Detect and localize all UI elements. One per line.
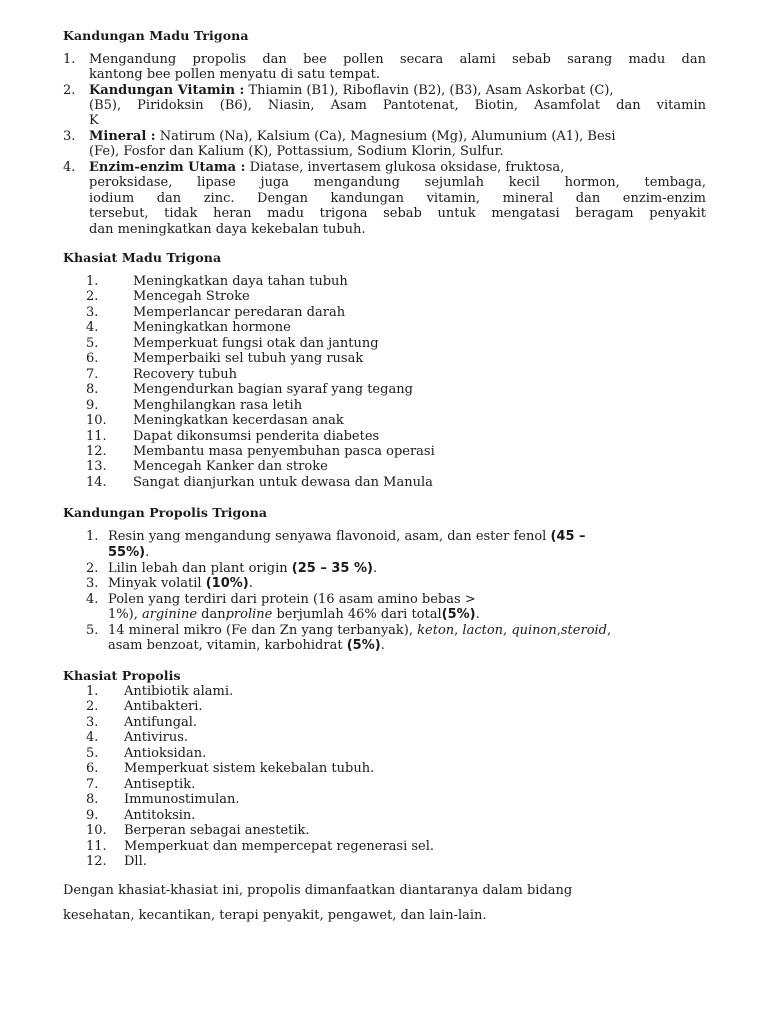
list-item: Memperkuat dan mempercepat regenerasi sel.	[124, 838, 435, 854]
list-number: 2.	[86, 289, 99, 305]
italic-term: arginine	[141, 607, 198, 622]
list-item-text-part: Natirum (Na), Kalsium (Ca), Magnesium (Mg), Alumunium (A1), Besi	[155, 129, 616, 144]
list-item: Memperkuat fungsi otak dan jantung	[133, 335, 379, 351]
italic-term: proline	[225, 607, 273, 622]
section-heading-khasiat-propolis: Khasiat Propolis	[63, 668, 181, 683]
list-item: Recovery tubuh	[133, 366, 237, 382]
text-part: Minyak volatil	[108, 576, 206, 591]
list-item: Berperan sebagai anestetik.	[124, 823, 310, 839]
list-number: 5.	[86, 335, 99, 351]
list-item: Immunostimulan.	[124, 792, 240, 808]
text-part: Lilin lebah dan plant origin	[108, 561, 292, 576]
list-item: Sangat dianjurkan untuk dewasa dan Manula	[133, 474, 433, 490]
list-number: 2.	[86, 699, 99, 715]
list-number: 11.	[86, 428, 107, 444]
list-item-text	[108, 561, 377, 576]
list-item: Antibiotik alami.	[124, 684, 234, 699]
list-item: Mengendurkan bagian syaraf yang tegang	[133, 382, 413, 398]
list-item-text	[89, 129, 615, 144]
list-number: 4.	[86, 320, 99, 336]
closing-paragraph-line: Dengan khasiat-khasiat ini, propolis dimanfaatkan diantaranya dalam bidang	[63, 883, 573, 898]
list-number: 3.	[86, 576, 99, 591]
list-number: 10.	[86, 413, 107, 429]
text-part: ,	[503, 623, 512, 638]
list-item-text	[108, 623, 611, 638]
list-item-text-part: Diatase, invertasem glukosa oksidase, fruktosa,	[245, 160, 565, 175]
percent-value: (45 –	[550, 529, 586, 544]
text-part: 1%),	[108, 607, 142, 622]
text-part: ,	[607, 623, 612, 638]
list-number: 8.	[86, 382, 99, 398]
list-number: 3.	[63, 129, 76, 144]
list-number: 7.	[86, 366, 99, 382]
italic-term: steroid	[560, 623, 607, 638]
label-kandungan-vitamin: Kandungan Vitamin :	[89, 83, 245, 98]
list-item: Antibakteri.	[124, 699, 203, 715]
list-number: 4.	[86, 730, 99, 746]
list-item: Meningkatkan kecerdasan anak	[133, 413, 344, 429]
percent-value: (5%)	[441, 607, 476, 622]
label-enzim: Enzim-enzim Utama :	[89, 160, 246, 175]
text-part: .	[145, 545, 150, 560]
list-number: 4.	[86, 592, 99, 607]
list-item-text	[108, 638, 385, 653]
list-number: 5.	[86, 745, 99, 761]
list-item-text	[89, 83, 614, 98]
list-item-text-part: Thiamin (B1), Riboflavin (B2), (B3), Asam Askorbat (C),	[244, 83, 614, 98]
list-number: 12.	[86, 443, 107, 459]
list-item-text: iodium dan zinc. Dengan kandungan vitamin, mineral dan enzim-enzim	[89, 191, 706, 206]
percent-value: (10%)	[205, 576, 249, 591]
list-number: 10.	[86, 823, 107, 839]
italic-term: quinon	[511, 623, 557, 638]
list-item-text: Mengandung propolis dan bee pollen secara alami sebab sarang madu dan	[89, 52, 706, 67]
section-heading-kandungan-propolis: Kandungan Propolis Trigona	[63, 505, 268, 520]
text-part: Resin yang mengandung senyawa flavonoid, asam, dan ester fenol	[108, 529, 551, 544]
italic-term: lacton	[462, 623, 504, 638]
list-item: Antivirus.	[124, 730, 189, 746]
list-item: Meningkatkan hormone	[133, 320, 291, 336]
list-item-text	[89, 160, 564, 175]
list-item-text	[108, 576, 253, 591]
text-part: .	[372, 561, 378, 576]
list-item: Meningkatkan daya tahan tubuh	[133, 274, 348, 289]
section-heading-kandungan-madu: Kandungan Madu Trigona	[63, 28, 249, 43]
text-part: ,	[556, 623, 561, 638]
list-item-text: Polen yang terdiri dari protein (16 asam amino bebas >	[108, 592, 476, 607]
list-number: 9.	[86, 807, 99, 823]
list-number: 1.	[86, 274, 99, 289]
list-item-text	[108, 545, 149, 560]
list-number: 6.	[86, 761, 99, 777]
list-item: Dapat dikonsumsi penderita diabetes	[133, 428, 380, 444]
list-number: 2.	[63, 83, 76, 98]
text-part: berjumlah 46% dari total	[272, 607, 442, 622]
section-heading-khasiat-madu: Khasiat Madu Trigona	[63, 250, 222, 265]
list-item-text: peroksidase, lipase juga mengandung sejumlah kecil hormon, tembaga,	[89, 175, 706, 190]
list-number: 14.	[86, 474, 107, 490]
list-item: Antitoksin.	[124, 807, 196, 823]
list-item-text	[108, 607, 480, 622]
list-number: 4.	[63, 160, 76, 175]
closing-paragraph-line: kesehatan, kecantikan, terapi penyakit, pengawet, dan lain-lain.	[63, 908, 487, 923]
percent-value: (25 – 35 %)	[291, 561, 373, 576]
list-item: Mencegah Stroke	[133, 289, 250, 305]
list-item: Dll.	[124, 853, 147, 869]
list-item: Antioksidan.	[124, 745, 207, 761]
list-number: 1.	[86, 529, 99, 544]
percent-value: 55%)	[108, 545, 146, 560]
list-number: 11.	[86, 838, 107, 854]
list-item-text: dan meningkatkan daya kekebalan tubuh.	[89, 222, 366, 237]
list-item: Antiseptik.	[124, 776, 196, 792]
list-item-text: (B5), Piridoksin (B6), Niasin, Asam Pantotenat, Biotin, Asamfolat dan vitamin	[89, 98, 706, 113]
text-part: .	[248, 576, 253, 591]
text-part: ,	[454, 623, 463, 638]
list-item-text: (Fe), Fosfor dan Kalium (K), Pottassium, Sodium Klorin, Sulfur.	[89, 144, 504, 159]
list-number: 3.	[86, 714, 99, 730]
text-part: 14 mineral mikro (Fe dan Zn yang terbanyak),	[108, 623, 418, 638]
list-item: Memperkuat sistem kekebalan tubuh.	[124, 761, 375, 777]
list-number: 8.	[86, 792, 99, 808]
text-part: .	[380, 638, 385, 653]
list-number: 1.	[63, 52, 76, 67]
list-number: 1.	[86, 684, 99, 699]
italic-term: keton	[417, 623, 455, 638]
list-number: 13.	[86, 459, 107, 475]
list-number: 3.	[86, 304, 99, 320]
list-item-text: tersebut, tidak heran madu trigona sebab untuk mengatasi beragam penyakit	[89, 206, 706, 221]
list-number: 7.	[86, 776, 99, 792]
list-item-text: kantong bee pollen menyatu di satu tempat.	[89, 67, 381, 82]
list-item: Memperlancar peredaran darah	[133, 304, 346, 320]
list-item: Antifungal.	[124, 714, 198, 730]
text-part: dan	[197, 607, 226, 622]
list-number: 9.	[86, 397, 99, 413]
list-item: Membantu masa penyembuhan pasca operasi	[133, 443, 435, 459]
list-item: Memperbaiki sel tubuh yang rusak	[133, 351, 364, 367]
list-item-text	[108, 529, 586, 544]
text-part: asam benzoat, vitamin, karbohidrat	[108, 638, 347, 653]
list-number: 2.	[86, 561, 99, 576]
list-item: Mencegah Kanker dan stroke	[133, 459, 328, 475]
list-number: 6.	[86, 351, 99, 367]
list-number: 12.	[86, 853, 107, 869]
list-item: Menghilangkan rasa letih	[133, 397, 303, 413]
label-mineral: Mineral :	[89, 129, 156, 144]
text-part: .	[475, 607, 480, 622]
list-number: 5.	[86, 623, 99, 638]
percent-value: (5%)	[346, 638, 381, 653]
list-item-text: K	[89, 113, 99, 128]
